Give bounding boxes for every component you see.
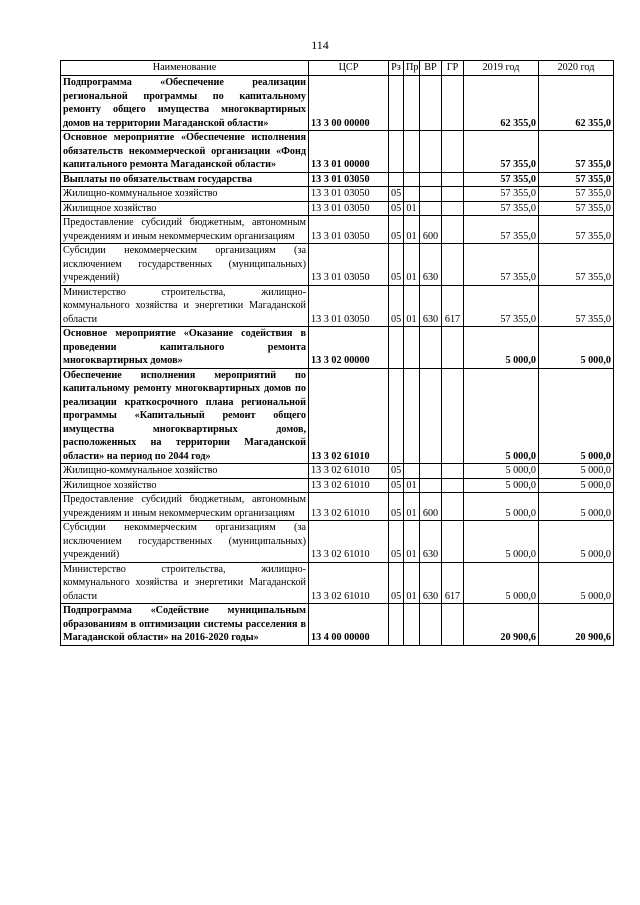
row-pr bbox=[404, 76, 420, 131]
row-vr bbox=[420, 187, 442, 202]
row-2020: 57 355,0 bbox=[539, 285, 614, 327]
row-name: Предоставление субсидий бюджетным, автономным учреждениям и иным некоммерческим организациям bbox=[61, 493, 309, 521]
row-2020: 5 000,0 bbox=[539, 368, 614, 464]
row-name: Министерство строительства, жилищно-коммунального хозяйства и энергетики Магаданской области bbox=[61, 285, 309, 327]
header-name: Наименование bbox=[61, 61, 309, 76]
row-name: Жилищно-коммунальное хозяйство bbox=[61, 464, 309, 479]
row-csr: 13 3 01 03050 bbox=[309, 201, 389, 216]
row-gr bbox=[442, 244, 464, 286]
row-2019: 57 355,0 bbox=[464, 172, 539, 187]
row-pr bbox=[404, 464, 420, 479]
table-body bbox=[61, 76, 614, 646]
row-2019: 5 000,0 bbox=[464, 562, 539, 604]
row-csr: 13 3 02 61010 bbox=[309, 478, 389, 493]
row-2020: 5 000,0 bbox=[539, 478, 614, 493]
table-row bbox=[61, 478, 614, 493]
row-pr: 01 bbox=[404, 562, 420, 604]
row-pr: 01 bbox=[404, 201, 420, 216]
row-pr bbox=[404, 368, 420, 464]
row-gr bbox=[442, 187, 464, 202]
row-name: Министерство строительства, жилищно-коммунального хозяйства и энергетики Магаданской области bbox=[61, 562, 309, 604]
row-rz: 05 bbox=[389, 521, 404, 563]
row-2020: 57 355,0 bbox=[539, 172, 614, 187]
row-2019: 57 355,0 bbox=[464, 201, 539, 216]
row-2019: 62 355,0 bbox=[464, 76, 539, 131]
table-row bbox=[61, 244, 614, 286]
row-gr: 617 bbox=[442, 285, 464, 327]
row-vr bbox=[420, 464, 442, 479]
row-2019: 57 355,0 bbox=[464, 131, 539, 173]
row-gr bbox=[442, 131, 464, 173]
row-pr: 01 bbox=[404, 521, 420, 563]
row-vr: 600 bbox=[420, 216, 442, 244]
row-name: Субсидии некоммерческим организациям (за исключением государственных (муниципальных) учреждений) bbox=[61, 244, 309, 286]
row-pr bbox=[404, 172, 420, 187]
table-row bbox=[61, 216, 614, 244]
row-gr bbox=[442, 521, 464, 563]
row-vr bbox=[420, 76, 442, 131]
row-csr: 13 3 01 03050 bbox=[309, 216, 389, 244]
table-row bbox=[61, 464, 614, 479]
row-rz bbox=[389, 327, 404, 369]
row-2019: 20 900,6 bbox=[464, 604, 539, 646]
row-2019: 5 000,0 bbox=[464, 327, 539, 369]
row-csr: 13 3 02 61010 bbox=[309, 464, 389, 479]
row-pr bbox=[404, 327, 420, 369]
row-rz: 05 bbox=[389, 216, 404, 244]
row-rz bbox=[389, 131, 404, 173]
row-gr bbox=[442, 464, 464, 479]
row-name: Подпрограмма «Обеспечение реализации региональной программы по капитальному ремонту общего имущества многоквартирных домов на территории Магаданской области» bbox=[61, 76, 309, 131]
row-rz: 05 bbox=[389, 478, 404, 493]
table-row bbox=[61, 172, 614, 187]
row-vr bbox=[420, 172, 442, 187]
table-row bbox=[61, 131, 614, 173]
row-rz bbox=[389, 76, 404, 131]
table-row bbox=[61, 201, 614, 216]
row-2019: 5 000,0 bbox=[464, 464, 539, 479]
row-name: Основное мероприятие «Оказание содействия в проведении капитального ремонта многоквартирных домов» bbox=[61, 327, 309, 369]
page-number: 114 bbox=[311, 38, 329, 52]
table-row bbox=[61, 187, 614, 202]
row-2020: 57 355,0 bbox=[539, 216, 614, 244]
row-gr bbox=[442, 327, 464, 369]
row-rz bbox=[389, 172, 404, 187]
row-rz: 05 bbox=[389, 562, 404, 604]
row-gr bbox=[442, 201, 464, 216]
row-rz: 05 bbox=[389, 464, 404, 479]
row-pr: 01 bbox=[404, 244, 420, 286]
row-2020: 57 355,0 bbox=[539, 187, 614, 202]
row-pr bbox=[404, 131, 420, 173]
row-csr: 13 3 01 03050 bbox=[309, 187, 389, 202]
row-rz: 05 bbox=[389, 201, 404, 216]
row-name: Предоставление субсидий бюджетным, автономным учреждениям и иным некоммерческим организациям bbox=[61, 216, 309, 244]
row-2020: 57 355,0 bbox=[539, 131, 614, 173]
row-rz bbox=[389, 368, 404, 464]
row-name: Субсидии некоммерческим организациям (за исключением государственных (муниципальных) учреждений) bbox=[61, 521, 309, 563]
row-csr: 13 3 01 03050 bbox=[309, 285, 389, 327]
row-name: Основное мероприятие «Обеспечение исполнения обязательств некоммерческой организации «Фонд капитального ремонта Магаданской области» bbox=[61, 131, 309, 173]
row-csr: 13 3 02 00000 bbox=[309, 327, 389, 369]
row-rz: 05 bbox=[389, 493, 404, 521]
row-pr bbox=[404, 187, 420, 202]
row-vr: 630 bbox=[420, 521, 442, 563]
row-2020: 62 355,0 bbox=[539, 76, 614, 131]
row-gr bbox=[442, 216, 464, 244]
header-2020: 2020 год bbox=[539, 61, 614, 76]
header-rz: Рз bbox=[389, 61, 404, 76]
row-gr bbox=[442, 493, 464, 521]
row-name: Обеспечение исполнения мероприятий по капитальному ремонту многоквартирных домов по реализации краткосрочного плана региональной программы «Капитальный ремонт общего имущества многоквартирных домов, расположенных на территории Магаданской области» на период по 2044 год» bbox=[61, 368, 309, 464]
row-2019: 5 000,0 bbox=[464, 521, 539, 563]
row-gr: 617 bbox=[442, 562, 464, 604]
row-2019: 5 000,0 bbox=[464, 493, 539, 521]
table-row bbox=[61, 368, 614, 464]
row-vr: 600 bbox=[420, 493, 442, 521]
table-row bbox=[61, 285, 614, 327]
row-2020: 5 000,0 bbox=[539, 493, 614, 521]
header-2019: 2019 год bbox=[464, 61, 539, 76]
row-gr bbox=[442, 368, 464, 464]
row-name: Жилищно-коммунальное хозяйство bbox=[61, 187, 309, 202]
row-vr bbox=[420, 131, 442, 173]
row-rz: 05 bbox=[389, 187, 404, 202]
table-row bbox=[61, 521, 614, 563]
row-gr bbox=[442, 76, 464, 131]
row-vr bbox=[420, 478, 442, 493]
row-gr bbox=[442, 172, 464, 187]
row-pr: 01 bbox=[404, 493, 420, 521]
row-csr: 13 3 01 03050 bbox=[309, 244, 389, 286]
row-2019: 5 000,0 bbox=[464, 368, 539, 464]
table-row bbox=[61, 493, 614, 521]
row-rz: 05 bbox=[389, 244, 404, 286]
table-header-row bbox=[61, 61, 614, 76]
row-pr bbox=[404, 604, 420, 646]
row-vr: 630 bbox=[420, 562, 442, 604]
row-rz bbox=[389, 604, 404, 646]
row-name: Жилищное хозяйство bbox=[61, 478, 309, 493]
row-2019: 57 355,0 bbox=[464, 187, 539, 202]
row-csr: 13 3 02 61010 bbox=[309, 521, 389, 563]
row-csr: 13 3 02 61010 bbox=[309, 562, 389, 604]
row-2019: 57 355,0 bbox=[464, 216, 539, 244]
row-csr: 13 3 02 61010 bbox=[309, 368, 389, 464]
row-pr: 01 bbox=[404, 216, 420, 244]
row-2019: 57 355,0 bbox=[464, 285, 539, 327]
row-gr bbox=[442, 478, 464, 493]
row-csr: 13 3 00 00000 bbox=[309, 76, 389, 131]
row-rz: 05 bbox=[389, 285, 404, 327]
table-row bbox=[61, 604, 614, 646]
row-vr bbox=[420, 604, 442, 646]
row-2020: 5 000,0 bbox=[539, 562, 614, 604]
table-row bbox=[61, 562, 614, 604]
row-csr: 13 3 01 03050 bbox=[309, 172, 389, 187]
row-vr: 630 bbox=[420, 244, 442, 286]
row-2020: 20 900,6 bbox=[539, 604, 614, 646]
table-row bbox=[61, 76, 614, 131]
header-pr: Пр bbox=[404, 61, 420, 76]
row-2019: 5 000,0 bbox=[464, 478, 539, 493]
row-vr: 630 bbox=[420, 285, 442, 327]
row-pr: 01 bbox=[404, 478, 420, 493]
row-name: Жилищное хозяйство bbox=[61, 201, 309, 216]
row-2020: 5 000,0 bbox=[539, 464, 614, 479]
row-csr: 13 4 00 00000 bbox=[309, 604, 389, 646]
header-csr: ЦСР bbox=[309, 61, 389, 76]
row-2020: 5 000,0 bbox=[539, 327, 614, 369]
row-2020: 57 355,0 bbox=[539, 244, 614, 286]
row-vr bbox=[420, 327, 442, 369]
budget-table bbox=[60, 60, 614, 646]
header-vr: ВР bbox=[420, 61, 442, 76]
row-pr: 01 bbox=[404, 285, 420, 327]
row-2020: 57 355,0 bbox=[539, 201, 614, 216]
row-csr: 13 3 02 61010 bbox=[309, 493, 389, 521]
header-gr: ГР bbox=[442, 61, 464, 76]
table-row bbox=[61, 327, 614, 369]
row-name: Подпрограмма «Содействие муниципальным образованиям в оптимизации системы расселения в Магаданской области» на 2016-2020 годы» bbox=[61, 604, 309, 646]
row-2019: 57 355,0 bbox=[464, 244, 539, 286]
row-csr: 13 3 01 00000 bbox=[309, 131, 389, 173]
row-2020: 5 000,0 bbox=[539, 521, 614, 563]
row-vr bbox=[420, 368, 442, 464]
row-gr bbox=[442, 604, 464, 646]
row-vr bbox=[420, 201, 442, 216]
row-name: Выплаты по обязательствам государства bbox=[61, 172, 309, 187]
